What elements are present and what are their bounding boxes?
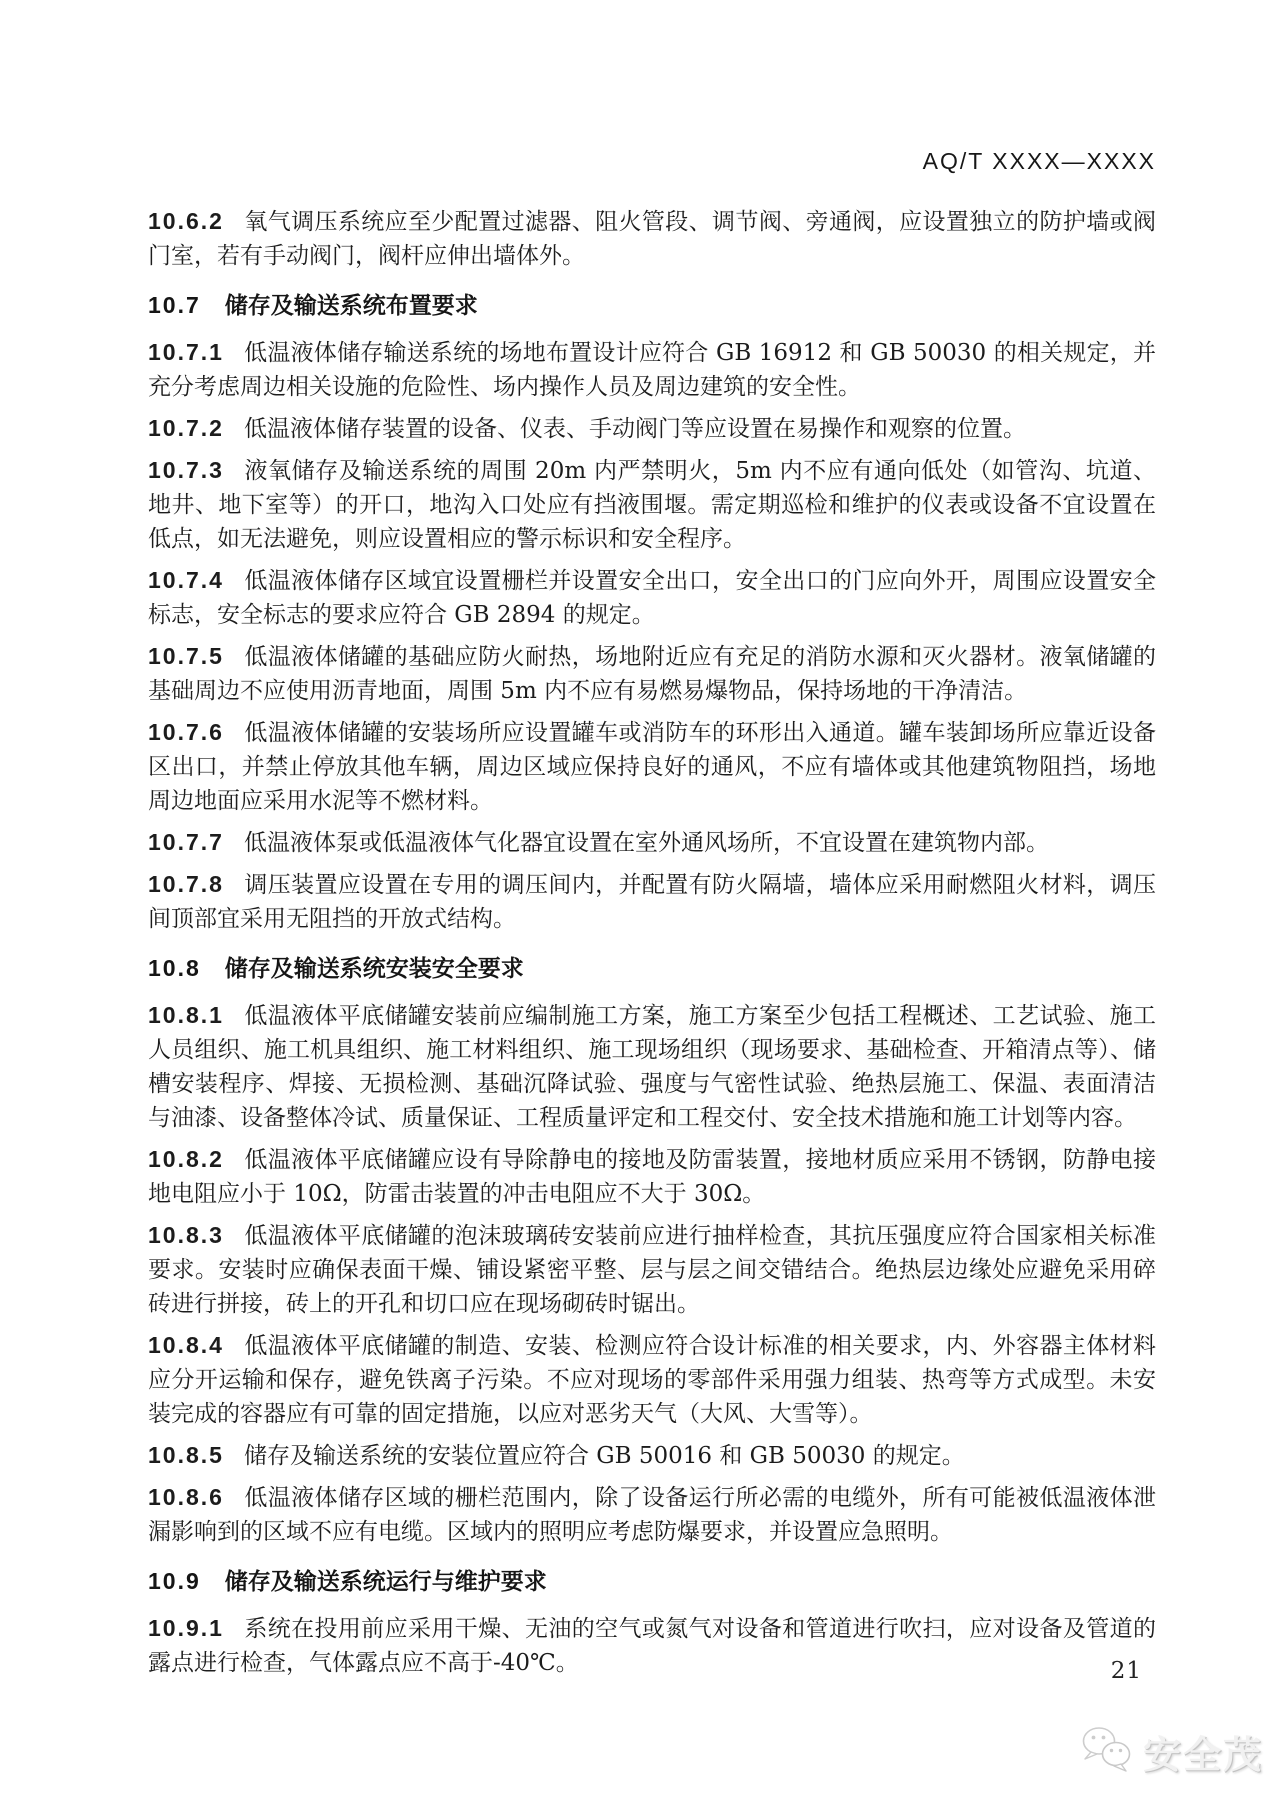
clause-text: 调压装置应设置在专用的调压间内，并配置有防火隔墙，墙体应采用耐燃阻火材料，调压间顶部宜采用无阻挡的开放式结构。 [148, 872, 1156, 932]
section-heading [148, 1564, 1156, 1598]
clause-paragraph [148, 1142, 1156, 1211]
clause-number: 10.7.4 [148, 567, 224, 593]
clause-paragraph [148, 825, 1156, 860]
clause-text: 低温液体储存输送系统的场地布置设计应符合 GB 16912 和 GB 50030 的相关规定，并充分考虑周边相关设施的危险性、场内操作人员及周边建筑的安全性。 [148, 340, 1156, 400]
clause-number: 10.8.1 [148, 1002, 224, 1028]
clause-paragraph [148, 335, 1156, 404]
clause-paragraph [148, 998, 1156, 1135]
clause-paragraph [148, 715, 1156, 818]
clause-paragraph [148, 1328, 1156, 1431]
clause-number: 10.9.1 [148, 1615, 224, 1641]
clause-number: 10.7.3 [148, 457, 224, 483]
clause-text: 低温液体泵或低温液体气化器宜设置在室外通风场所，不宜设置在建筑物内部。 [243, 830, 1049, 856]
section-number: 10.8 [148, 955, 201, 981]
document-content [148, 204, 1156, 1687]
clause-text: 液氧储存及输送系统的周围 20m 内严禁明火，5m 内不应有通向低处（如管沟、坑道、地井、地下室等）的开口，地沟入口处应有挡液围堰。需定期巡检和维护的仪表或设备不宜设置在低点，如无法避免，则应设置相应的警示标识和安全程序。 [148, 458, 1156, 552]
clause-text: 低温液体储罐的基础应防火耐热，场地附近应有充足的消防水源和灭火器材。液氧储罐的基础周边不应使用沥青地面，周围 5m 内不应有易燃易爆物品，保持场地的干净清洁。 [148, 644, 1156, 704]
clause-paragraph [148, 1218, 1156, 1321]
clause-text: 低温液体平底储罐的制造、安装、检测应符合设计标准的相关要求，内、外容器主体材料应分开运输和保存，避免铁离子污染。不应对现场的零部件采用强力组装、热弯等方式成型。未安装完成的容器应有可靠的固定措施，以应对恶劣天气（大风、大雪等）。 [148, 1333, 1156, 1427]
standard-code-header: AQ/T XXXX—XXXX [922, 148, 1156, 174]
clause-number: 10.7.6 [148, 719, 224, 745]
clause-number: 10.7.8 [148, 871, 224, 897]
clause-paragraph [148, 411, 1156, 446]
section-number: 10.9 [148, 1568, 201, 1594]
clause-paragraph [148, 563, 1156, 632]
clause-paragraph [148, 1480, 1156, 1549]
publisher-watermark [1080, 1724, 1263, 1779]
clause-paragraph [148, 453, 1156, 556]
section-title: 储存及输送系统安装安全要求 [224, 955, 524, 981]
section-title: 储存及输送系统布置要求 [224, 292, 478, 318]
clause-text: 低温液体储存区域宜设置栅栏并设置安全出口，安全出口的门应向外开，周围应设置安全标志，安全标志的要求应符合 GB 2894 的规定。 [148, 568, 1156, 628]
clause-text: 低温液体储罐的安装场所应设置罐车或消防车的环形出入通道。罐车装卸场所应靠近设备区出口，并禁止停放其他车辆，周边区域应保持良好的通风，不应有墙体或其他建筑物阻挡，场地周边地面应采用水泥等不燃材料。 [148, 720, 1156, 814]
clause-text: 低温液体储存装置的设备、仪表、手动阀门等应设置在易操作和观察的位置。 [243, 416, 1026, 442]
clause-text: 低温液体平底储罐应设有导除静电的接地及防雷装置，接地材质应采用不锈钢，防静电接地电阻应小于 10Ω，防雷击装置的冲击电阻应不大于 30Ω。 [148, 1147, 1156, 1207]
clause-text: 储存及输送系统的安装位置应符合 GB 50016 和 GB 50030 的规定。 [243, 1443, 965, 1469]
clause-text: 低温液体储存区域的栅栏范围内，除了设备运行所必需的电缆外，所有可能被低温液体泄漏影响到的区域不应有电缆。区域内的照明应考虑防爆要求，并设置应急照明。 [148, 1485, 1156, 1545]
clause-number: 10.8.4 [148, 1332, 224, 1358]
clause-number: 10.7.2 [148, 415, 224, 441]
clause-paragraph [148, 867, 1156, 936]
section-number: 10.7 [148, 292, 201, 318]
clause-text: 氧气调压系统应至少配置过滤器、阻火管段、调节阀、旁通阀，应设置独立的防护墙或阀门室，若有手动阀门，阀杆应伸出墙体外。 [148, 209, 1156, 269]
clause-text: 系统在投用前应采用干燥、无油的空气或氮气对设备和管道进行吹扫，应对设备及管道的露点进行检查，气体露点应不高于-40℃。 [148, 1616, 1156, 1676]
clause-number: 10.7.7 [148, 829, 224, 855]
clause-number: 10.8.5 [148, 1442, 224, 1468]
clause-number: 10.8.2 [148, 1146, 224, 1172]
section-heading [148, 288, 1156, 322]
section-heading [148, 951, 1156, 985]
clause-text: 低温液体平底储罐安装前应编制施工方案，施工方案至少包括工程概述、工艺试验、施工人员组织、施工机具组织、施工材料组织、施工现场组织（现场要求、基础检查、开箱清点等）、储槽安装程序、焊接、无损检测、基础沉降试验、强度与气密性试验、绝热层施工、保温、表面清洁与油漆、设备整体冷试、质量保证、工程质量评定和工程交付、安全技术措施和施工计划等内容。 [148, 1003, 1156, 1131]
clause-number: 10.7.5 [148, 643, 224, 669]
clause-number: 10.8.6 [148, 1484, 224, 1510]
page-number-value: 21 [1110, 1658, 1142, 1684]
section-title: 储存及输送系统运行与维护要求 [224, 1568, 547, 1594]
chat-bubbles-icon [1080, 1726, 1134, 1778]
clause-text: 低温液体平底储罐的泡沫玻璃砖安装前应进行抽样检查，其抗压强度应符合国家相关标准要求。安装时应确保表面干燥、铺设紧密平整、层与层之间交错结合。绝热层边缘处应避免采用碎砖进行拼接，砖上的开孔和切口应在现场砌砖时锯出。 [148, 1223, 1156, 1317]
watermark-text: 安全茂 [1143, 1735, 1264, 1777]
clause-paragraph [148, 204, 1156, 273]
page-number [148, 1658, 1156, 1684]
clause-number: 10.7.1 [148, 339, 224, 365]
clause-number: 10.6.2 [148, 208, 224, 234]
clause-number: 10.8.3 [148, 1222, 224, 1248]
clause-paragraph [148, 1438, 1156, 1473]
clause-paragraph [148, 639, 1156, 708]
